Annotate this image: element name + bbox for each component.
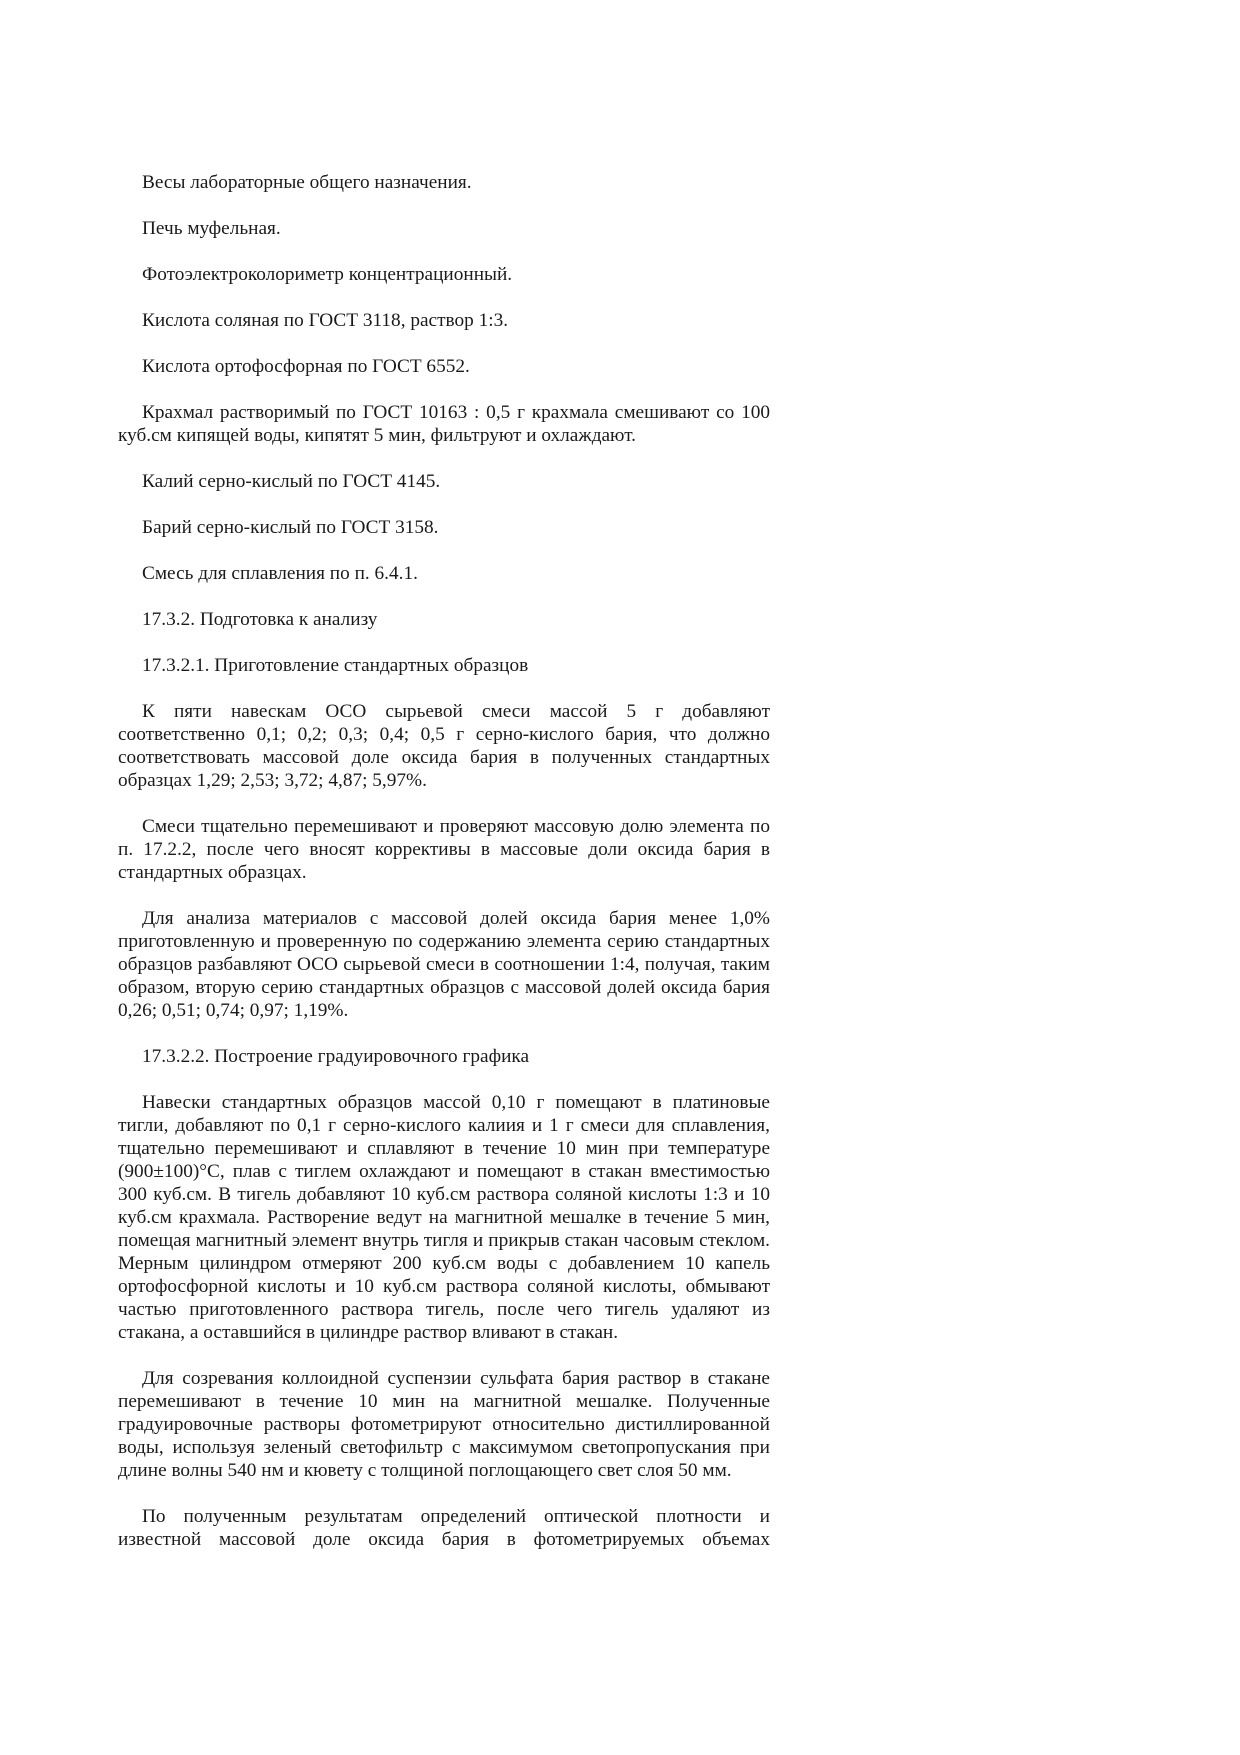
paragraph-standard-samples: К пяти навескам ОСО сырьевой смеси массой 5 г добавляют соответственно 0,1; 0,2; 0,3; 0,4; 0,5 г серно-кислого бария, что должно соответствовать массовой доле оксида бария в полученных стандартных образцах 1,29; 2,53; 3,72; 4,87; 5,97%. — [118, 701, 770, 791]
equipment-balance: Весы лабораторные общего назначения. — [142, 172, 472, 193]
paragraph-fusion-procedure: Навески стандартных образцов массой 0,10 г помещают в платиновые тигли, добавляют по 0,1 г серно-кислого калиия и 1 г смеси для сплавления, тщательно перемешивают и сплавляют в течение 10 мин при температуре (900±100)°С, плав с тиглем охлаждают и помещают в стакан вместимостью 300 куб.см. В тигель добавляют 10 куб.см раствора соляной кислоты 1:3 и 10 куб.см крахмала. Растворение ведут на магнитной мешалке в течение 5 мин, помещая магнитный элемент внутрь тигля и прикрыв стакан часовым стеклом. Мерным цилиндром отмеряют 200 куб.см воды с добавлением 10 капель ортофосфорной кислоты и 10 куб.см раствора соляной кислоты, обмывают частью приготовленного раствора тигель, после чего тигель удаляют из стакана, а оставшийся в цилиндре раствор вливают в стакан. — [118, 1092, 770, 1343]
equipment-furnace: Печь муфельная. — [142, 218, 281, 239]
reagent-hydrochloric-acid: Кислота соляная по ГОСТ 3118, раствор 1:3. — [142, 310, 509, 331]
subsection-heading-standards: 17.3.2.1. Приготовление стандартных образцов — [142, 655, 529, 676]
paragraph-dilution: Для анализа материалов с массовой долей оксида бария менее 1,0% приготовленную и проверенную по содержанию элемента серию стандартных образцов разбавляют ОСО сырьевой смеси в соотношении 1:4, получая, таким образом, вторую серию стандартных образцов с массовой долей оксида бария 0,26; 0,51; 0,74; 0,97; 1,19%. — [118, 908, 770, 1021]
paragraph-photometry: Для созревания коллоидной суспензии сульфата бария раствор в стакане перемешивают в течение 10 мин на магнитной мешалке. Полученные градуировочные растворы фотометрируют относительно дистиллированной воды, используя зеленый светофильтр с максимумом светопропускания при длине волны 540 нм и кювету с толщиной поглощающего свет слоя 50 мм. — [118, 1368, 770, 1481]
subsection-heading-calibration: 17.3.2.2. Построение градуировочного графика — [142, 1046, 530, 1067]
reagent-fusion-mixture: Смесь для сплавления по п. 6.4.1. — [142, 563, 418, 584]
document-page — [118, 171, 770, 1551]
paragraph-results: По полученным результатам определений оптической плотности и известной массовой доле оксида бария в фотометрируемых объемах — [118, 1506, 770, 1550]
reagent-starch: Крахмал растворимый по ГОСТ 10163 : 0,5 г крахмала смешивают со 100 куб.см кипящей воды, кипятят 5 мин, фильтруют и охлаждают. — [118, 402, 770, 446]
reagent-phosphoric-acid: Кислота ортофосфорная по ГОСТ 6552. — [142, 356, 470, 377]
reagent-barium-sulfate: Барий серно-кислый по ГОСТ 3158. — [142, 517, 439, 538]
reagent-potassium-sulfate: Калий серно-кислый по ГОСТ 4145. — [142, 471, 441, 492]
equipment-colorimeter: Фотоэлектроколориметр концентрационный. — [142, 264, 513, 285]
paragraph-mixing: Смеси тщательно перемешивают и проверяют массовую долю элемента по п. 17.2.2, после чего вносят коррективы в массовые доли оксида бария в стандартных образцах. — [118, 816, 770, 883]
section-heading-preparation: 17.3.2. Подготовка к анализу — [142, 609, 378, 630]
